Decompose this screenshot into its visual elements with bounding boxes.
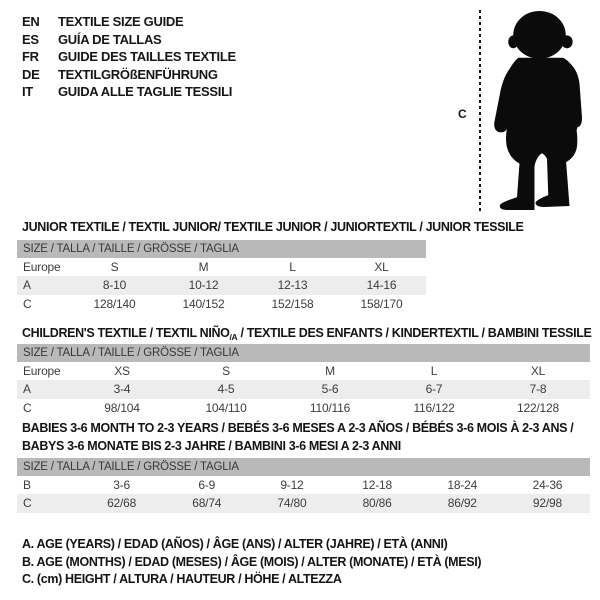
table-row — [17, 494, 590, 512]
size-cell: 122/128 — [517, 400, 559, 415]
size-cell: 74/80 — [277, 496, 307, 511]
table-babies — [17, 458, 590, 513]
table-children — [17, 344, 590, 417]
size-cell: S — [110, 260, 119, 275]
language-code: IT — [22, 84, 33, 100]
language-row — [22, 83, 236, 101]
size-cell: 24-36 — [532, 478, 563, 493]
silhouette-ear-right — [561, 35, 572, 48]
size-cell: L — [430, 364, 438, 379]
size-cell: 92/98 — [532, 496, 562, 511]
size-cell: 12-13 — [277, 278, 308, 293]
size-cell: 14-16 — [366, 278, 397, 293]
size-cell: XS — [114, 364, 130, 379]
size-cell: 116/122 — [413, 400, 455, 415]
size-cell: 140/152 — [182, 296, 225, 311]
size-cell: 4-5 — [217, 382, 235, 397]
size-cell: 3-4 — [113, 382, 131, 397]
language-code: DE — [22, 66, 40, 82]
language-title: TEXTILE SIZE GUIDE — [58, 14, 184, 29]
language-title: TEXTILGRÖßENFÜHRUNG — [58, 66, 218, 82]
language-title-list — [22, 13, 236, 101]
size-cell: 80/86 — [362, 496, 392, 511]
language-title: GUIDE DES TAILLES TEXTILE — [58, 49, 236, 65]
footnote-b: B. AGE (MONTHS) / EDAD (MESES) / ÂGE (MOIS) / ALTER (MONATE) / ETÀ (MESI) — [22, 554, 482, 569]
table-row — [17, 276, 426, 294]
table-title-babies — [22, 420, 573, 455]
size-cell: 152/158 — [271, 296, 314, 311]
silhouette-ear-left — [508, 35, 518, 48]
size-header-bar — [17, 344, 590, 362]
row-label: C — [23, 400, 32, 415]
table-row — [17, 295, 426, 313]
size-cell: XL — [374, 260, 389, 275]
toddler-silhouette-icon — [487, 8, 587, 213]
row-label: Europe — [23, 260, 61, 275]
size-cell: S — [222, 364, 230, 379]
footnote-a: A. AGE (YEARS) / EDAD (AÑOS) / ÂGE (ANS) / ALTER (JAHRE) / ETÀ (ANNI) — [22, 537, 448, 551]
table-row — [17, 362, 590, 380]
size-header-label: SIZE / TALLA / TAILLE / GRÖSSE / TAGLIA — [23, 461, 239, 473]
silhouette-shorts — [506, 111, 577, 166]
size-cell: 9-12 — [280, 478, 304, 493]
table-row — [17, 380, 590, 398]
title-text: CHILDREN'S TEXTILE / TEXTIL NIÑO — [22, 326, 230, 340]
size-header-bar — [17, 458, 590, 476]
silhouette-head — [513, 11, 566, 59]
size-cell: 5-6 — [321, 382, 339, 397]
size-cell: 6-9 — [198, 478, 216, 493]
table-row — [17, 476, 590, 494]
title-line-1: BABIES 3-6 MONTH TO 2-3 YEARS / BEBÉS 3-6 MESES A 2-3 AÑOS / BÉBÉS 3-6 MOIS À 2-3 ANS / — [22, 421, 574, 435]
size-cell: 7-8 — [529, 382, 547, 397]
language-row — [22, 66, 236, 84]
title-text: / TEXTILE DES ENFANTS / KINDERTEXTIL / BAMBINI TESSILE — [237, 326, 592, 340]
size-cell: XL — [530, 364, 546, 379]
table-row — [17, 399, 590, 417]
row-label: A — [23, 382, 31, 397]
language-title: GUIDA ALLE TAGLIE TESSILI — [58, 84, 233, 100]
size-cell: M — [325, 364, 335, 379]
language-code: FR — [22, 49, 39, 65]
size-cell: 98/104 — [104, 400, 140, 415]
size-cell: 110/116 — [309, 400, 351, 415]
row-label: C — [23, 496, 32, 511]
language-code: ES — [22, 31, 39, 47]
footnote-c: C. (cm) HEIGHT / ALTURA / HAUTEUR / HÖHE / ALTEZZA — [22, 572, 342, 587]
size-cell: 158/170 — [360, 296, 403, 311]
size-cell: 8-10 — [102, 278, 127, 293]
size-header-bar — [17, 240, 426, 258]
table-row — [17, 258, 426, 276]
table-title-junior: JUNIOR TEXTILE / TEXTIL JUNIOR/ TEXTILE JUNIOR / JUNIORTEXTIL / JUNIOR TESSILE — [22, 220, 524, 234]
size-cell: 6-7 — [425, 382, 443, 397]
language-row — [22, 13, 236, 31]
size-cell: 104/110 — [205, 400, 247, 415]
height-measure-label: C — [458, 107, 467, 121]
size-cell: 10-12 — [188, 278, 219, 293]
row-label: B — [23, 478, 31, 493]
size-cell: 68/74 — [192, 496, 222, 511]
size-cell: 3-6 — [113, 478, 130, 493]
title-line-2: BABYS 3-6 MONATE BIS 2-3 JAHRE / BAMBINI 3-6 MESI A 2-3 ANNI — [22, 438, 401, 453]
language-code: EN — [22, 14, 40, 29]
silhouette-leg-right — [536, 157, 570, 207]
size-cell: M — [198, 260, 209, 275]
language-title: GUÍA DE TALLAS — [58, 31, 162, 47]
table-title-children — [22, 325, 592, 344]
size-header-label: SIZE / TALLA / TAILLE / GRÖSSE / TAGLIA — [23, 347, 239, 359]
size-cell: 62/68 — [107, 496, 137, 511]
size-cell: L — [289, 260, 296, 275]
silhouette-leg-left — [500, 163, 535, 210]
title-subscript: /A — [229, 331, 238, 342]
size-header-label: SIZE / TALLA / TAILLE / GRÖSSE / TAGLIA — [23, 243, 239, 255]
height-measure-dashed-line — [479, 10, 481, 212]
size-cell: 86/92 — [447, 496, 477, 511]
size-cell: 128/140 — [93, 296, 136, 311]
row-label: A — [23, 278, 31, 293]
size-cell: 12-18 — [362, 478, 392, 493]
language-row — [22, 48, 236, 66]
row-label: C — [23, 296, 32, 311]
size-cell: 18-24 — [447, 478, 478, 493]
table-junior — [17, 240, 426, 313]
language-row — [22, 31, 236, 49]
row-label: Europe — [23, 364, 61, 379]
footnote-legend — [22, 536, 481, 589]
